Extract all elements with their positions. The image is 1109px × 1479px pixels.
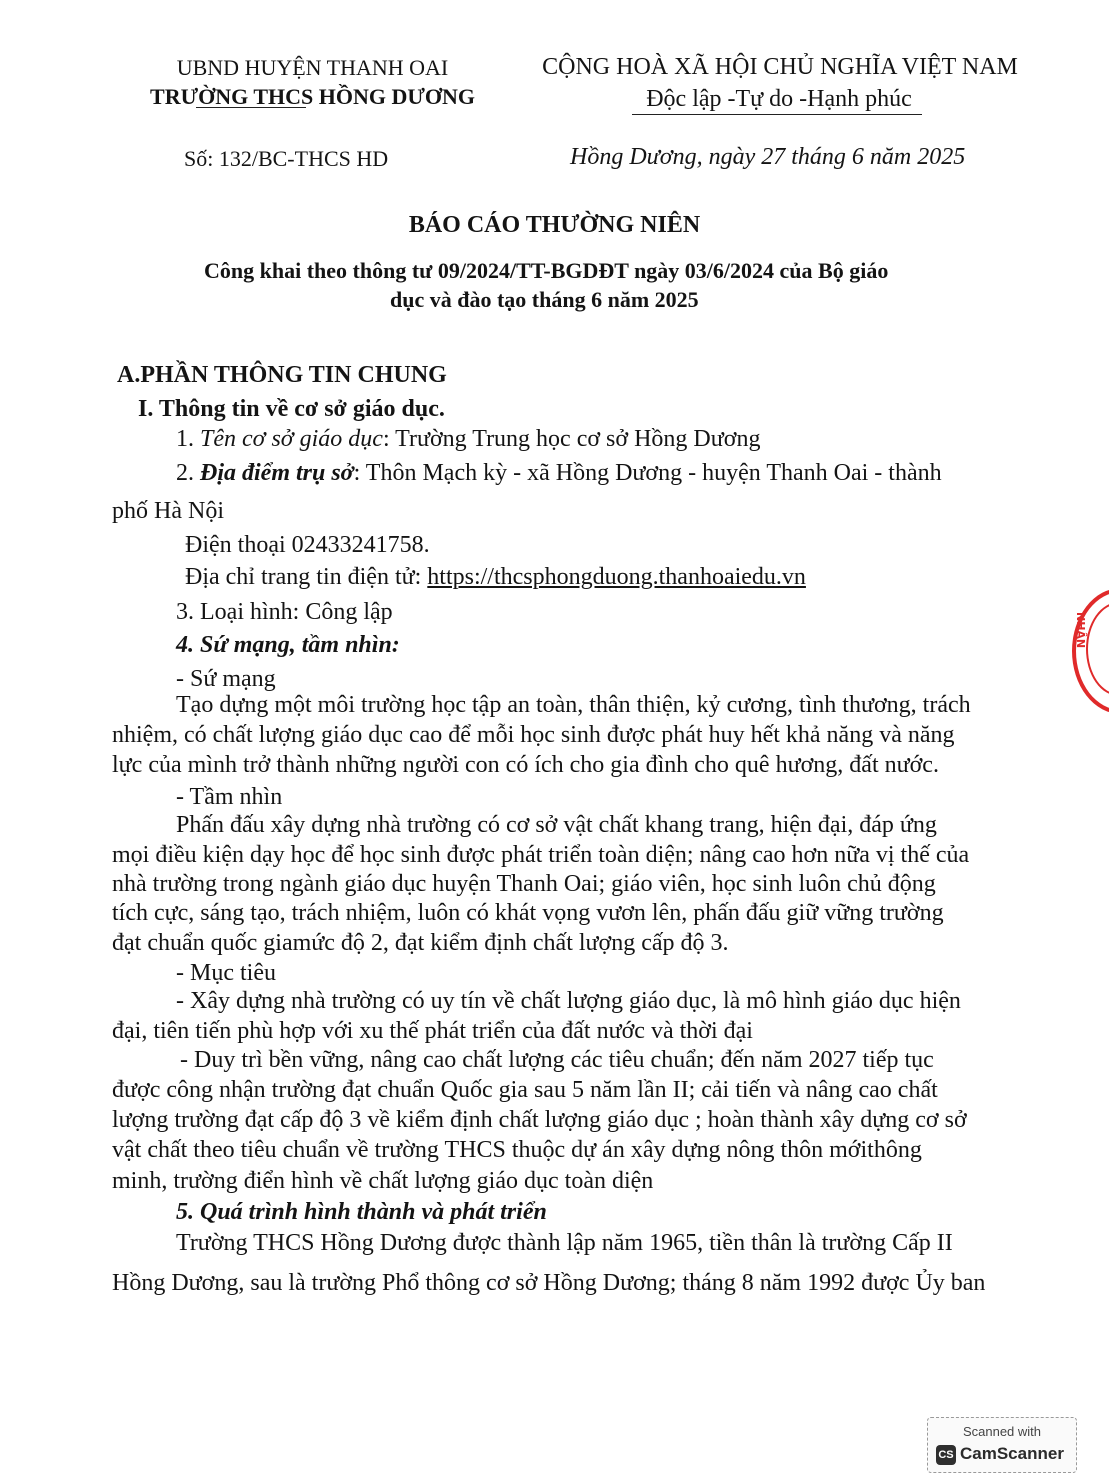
report-subtitle-line1: Công khai theo thông tư 09/2024/TT-BGDĐT ngày 03/6/2024 của Bộ giáo [204,258,889,283]
vision-line: tích cực, sáng tạo, trách nhiệm, luôn có khát vọng vươn lên, phấn đấu giữ vững trường [112,900,944,926]
history-line: Hồng Dương, sau là trường Phổ thông cơ sở Hồng Dương; tháng 8 năm 1992 được Ủy ban [112,1270,986,1296]
motto-underline [632,114,922,115]
goal-line: - Xây dựng nhà trường có uy tín về chất lượng giáo dục, là mô hình giáo dục hiện [176,988,961,1014]
goal-line: đại, tiên tiến phù hợp với xu thế phát triển của đất nước và thời đại [112,1018,753,1044]
item-address-label: Địa điểm trụ sở [200,460,354,486]
scanned-with-label: Scanned with [962,1424,1042,1439]
goal-line: lượng trường đạt cấp độ 3 về kiểm định chất lượng giáo dục ; hoàn thành xây dựng cơ sở [112,1107,967,1133]
camscanner-name: CamScanner [960,1444,1064,1463]
issuer-school: TRƯỜNG THCS HỒNG DƯƠNG [150,84,475,109]
vision-heading: - Tầm nhìn [176,784,283,810]
website-label: Địa chỉ trang tin điện tử: [185,564,428,590]
item-school-name-label: Tên cơ sở giáo dục [200,426,383,452]
history-line: Trường THCS Hồng Dương được thành lập năm 1965, tiền thân là trường Cấp II [176,1230,953,1256]
nation-name: CỘNG HOÀ XÃ HỘI CHỦ NGHĨA VIỆT NAM [542,54,1018,80]
item-address-continued: phố Hà Nội [112,498,224,524]
goals-heading: - Mục tiêu [176,960,276,986]
goal-line: - Duy trì bền vững, nâng cao chất lượng các tiêu chuẩn; đến năm 2027 tiếp tục [180,1047,934,1073]
nation-motto: Độc lập -Tự do -Hạnh phúc [646,86,912,112]
website [185,562,806,592]
report-subtitle-line2: dục và đào tạo tháng 6 năm 2025 [390,287,699,312]
section-a-heading: A.PHẦN THÔNG TIN CHUNG [117,362,447,388]
goal-line: vật chất theo tiêu chuẩn về trường THCS thuộc dự án xây dựng nông thôn mớithông [112,1137,922,1163]
item-address [176,458,942,488]
item-address-number: 2. [176,460,200,486]
report-title: BÁO CÁO THƯỜNG NIÊN [408,212,701,238]
item-address-value: : Thôn Mạch kỳ - xã Hồng Dương - huyện Thanh Oai - thành [353,460,942,486]
item-school-type: 3. Loại hình: Công lập [176,599,393,625]
mission-line: Tạo dựng một môi trường học tập an toàn, thân thiện, kỷ cương, tình thương, trách [176,692,971,718]
camscanner-logo-icon: CS [936,1445,956,1465]
vision-line: Phấn đấu xây dựng nhà trường có cơ sở vật chất khang trang, hiện đại, đáp ứng [176,812,937,838]
red-seal-text: NHẬN [1074,612,1087,649]
vision-line: đạt chuẩn quốc giamức độ 2, đạt kiểm định chất lượng cấp độ 3. [112,930,729,956]
mission-line: lực của mình trở thành những người con có ích cho gia đình cho quê hương, đất nước. [112,752,939,778]
vision-line: mọi điều kiện dạy học để học sinh được phát triển toàn diện; nâng cao hơn nữa vị thế của [112,842,970,868]
camscanner-badge [927,1417,1077,1473]
goal-line: minh, trường điển hình về chất lượng giáo dục toàn diện [112,1168,654,1194]
item-school-name [176,424,760,454]
section-i-heading: I. Thông tin về cơ sở giáo dục. [138,396,445,422]
issuer-authority: UBND HUYỆN THANH OAI [176,55,449,80]
mission-heading: - Sứ mạng [176,666,276,692]
goal-line: được công nhận trường đạt chuẩn Quốc gia sau 5 năm lần II; cải tiến và nâng cao chất [112,1077,938,1103]
issuer-underline [196,107,306,108]
item-history-heading: 5. Quá trình hình thành và phát triển [176,1199,547,1225]
item-school-name-value: : Trường Trung học cơ sở Hồng Dương [382,426,761,452]
document-number: Số: 132/BC-THCS HD [184,146,389,171]
item-school-name-number: 1. [176,426,200,452]
item-mission-vision-heading: 4. Sứ mạng, tầm nhìn: [176,632,400,658]
document-date: Hồng Dương, ngày 27 tháng 6 năm 2025 [570,144,966,170]
phone-number: Điện thoại 02433241758. [185,532,430,558]
mission-line: nhiệm, có chất lượng giáo dục cao để mỗi học sinh được phát huy hết khả năng và năng [112,722,955,748]
red-seal-fragment [1072,588,1109,714]
website-link[interactable]: https://thcsphongduong.thanhoaiedu.vn [427,564,806,590]
vision-line: nhà trường trong ngành giáo dục huyện Thanh Oai; giáo viên, học sinh luôn chủ động [112,871,936,897]
